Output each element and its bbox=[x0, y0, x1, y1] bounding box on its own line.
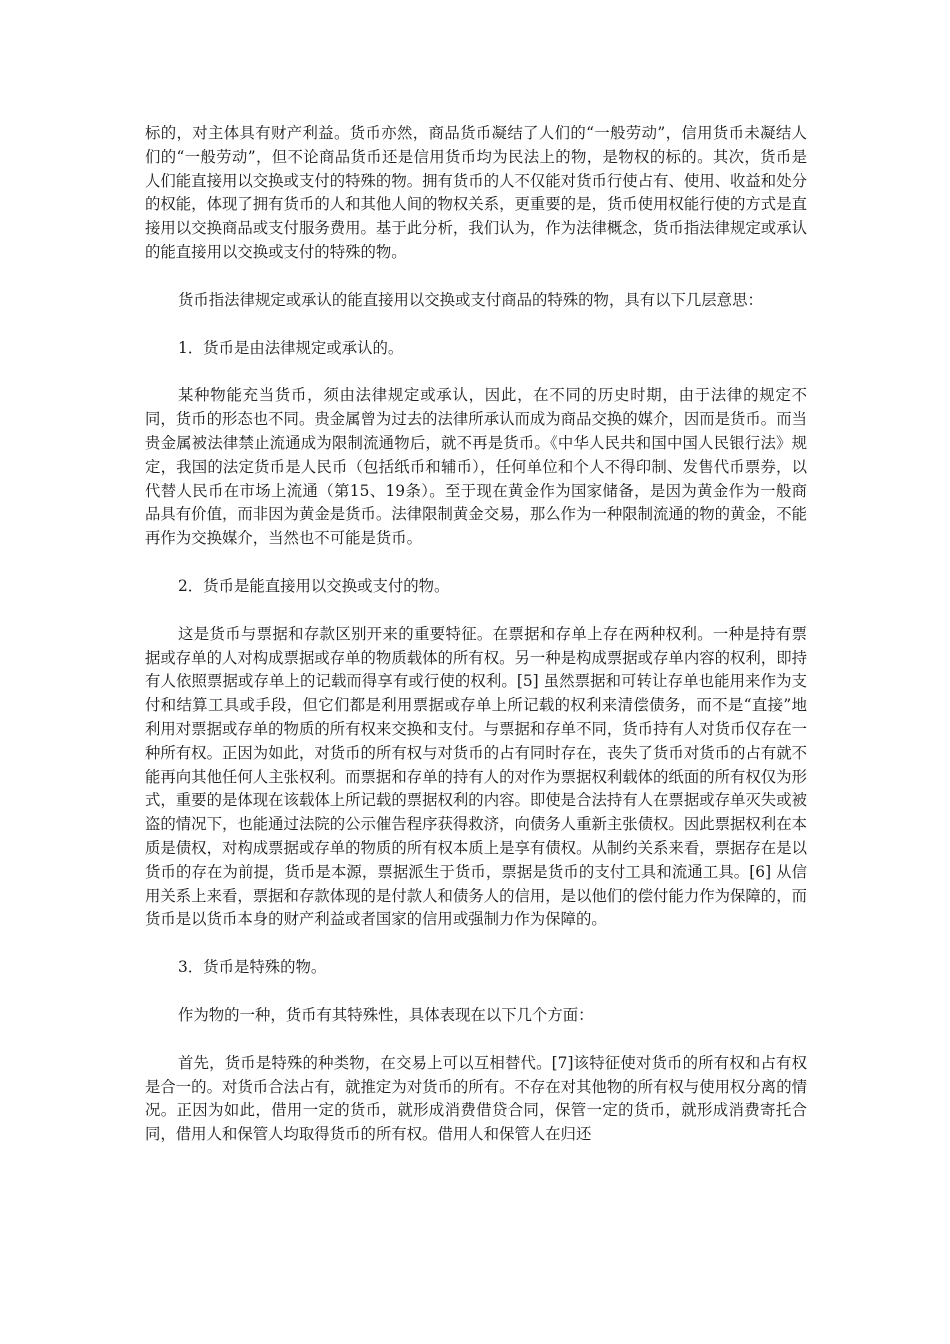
paragraph-definition-intro: 货币指法律规定或承认的能直接用以交换或支付商品的特殊的物，具有以下几层意思： bbox=[178, 290, 763, 309]
paragraph-point-2: 这是货币与票据和存款区别开来的重要特征。在票据和存单上存在两种权利。一种是持有票据或存单的人对构成票据或存单的物质载体的所有权。另一种是构成票据或存单内容的权利，即持有人依照票据或存单上的记载而得享有或行使的权利。[5] 虽然票据和可转让存单也能用来作为支付和结算工具或手段，但它们都是利用票据或存单上所记载的权利来清偿债务，而不是“直接”地利用对票据或存单的物质的所有权来交换和支付。与票据和存单不同，货币持有人对货币仅存在一种所有权。正因为如此，对货币的所有权与对货币的占有同时存在，丧失了货币对货币的占有就不能再向其他任何人主张权利。而票据和存单的持有人的对作为票据权利载体的纸面的所有权仅为形式，重要的是体现在该载体上所记载的票据权利的内容。即使是合法持有人在票据或存单灭失或被盗的情况下，也能通过法院的公示催告程序获得救济，向债务人重新主张债权。因此票据权利在本质是债权，对构成票据或存单的物质的所有权本质上是享有债权。从制约关系来看，票据存在是以货币的存在为前提，货币是本源，票据派生于货币，票据是货币的支付工具和流通工具。[6] 从信用关系上来看，票据和存款体现的是付款人和债务人的信用，是以他们的偿付能力作为保障的，而货币是以货币本身的财产利益或者国家的信用或强制力作为保障的。 bbox=[145, 624, 807, 929]
paragraph-continuation: 标的，对主体具有财产利益。货币亦然，商品货币凝结了人们的“一般劳动”，信用货币未凝结人们的“一般劳动”，但不论商品货币还是信用货币均为民法上的物，是物权的标的。其次，货币是人们能直接用以交换或支付的特殊的物。拥有货币的人不仅能对货币行使占有、使用、收益和处分的权能，体现了拥有货币的人和其他人间的物权关系，更重要的是，货币使用权能行使的方式是直接用以交换商品或支付服务费用。基于此分析，我们认为，作为法律概念，货币指法律规定或承认的能直接用以交换或支付的特殊的物。 bbox=[145, 124, 807, 261]
paragraph-point-3-first: 首先，货币是特殊的种类物，在交易上可以互相替代。[7]该特征使对货币的所有权和占有权是合一的。对货币合法占有，就推定为对货币的所有。不存在对其他物的所有权与使用权分离的情况。正因为如此，借用一定的货币，就形成消费借贷合同，保管一定的货币，就形成消费寄托合同，借用人和保管人均取得货币的所有权。借用人和保管人在归还 bbox=[145, 1053, 807, 1144]
heading-point-3: 3．货币是特殊的物。 bbox=[178, 958, 327, 977]
document-body bbox=[145, 122, 807, 1171]
paragraph-point-3-intro: 作为物的一种，货币有其特殊性，具体表现在以下几个方面： bbox=[178, 1005, 594, 1024]
heading-point-2: 2．货币是能直接用以交换或支付的物。 bbox=[178, 576, 450, 595]
heading-point-1: 1．货币是由法律规定或承认的。 bbox=[178, 338, 404, 357]
paragraph-point-1: 某种物能充当货币，须由法律规定或承认，因此，在不同的历史时期，由于法律的规定不同，货币的形态也不同。贵金属曾为过去的法律所承认而成为商品交换的媒介，因而是货币。而当贵金属被法律禁止流通成为限制流通物后，就不再是货币。《中华人民共和国中国人民银行法》规定，我国的法定货币是人民币（包括纸币和辅币），任何单位和个人不得印制、发售代币票券，以代替人民币在市场上流通（第15、19条）。至于现在黄金作为国家储备，是因为黄金作为一般商品具有价值，而非因为黄金是货币。法律限制黄金交易，那么作为一种限制流通的物的黄金，不能再作为交换媒介，当然也不可能是货币。 bbox=[145, 386, 807, 548]
